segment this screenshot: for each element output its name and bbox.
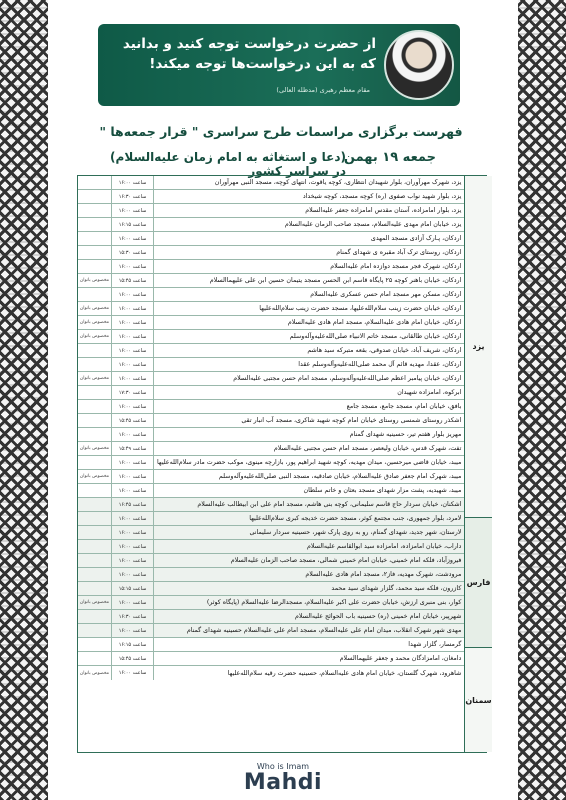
row-time: ساعت ۱۶:۰۰ bbox=[112, 316, 154, 329]
table-row bbox=[78, 190, 464, 204]
row-time: ساعت ۱۷:۳۰ bbox=[112, 386, 154, 399]
row-note: مخصوص بانوان bbox=[78, 666, 112, 680]
row-time: ساعت ۱۶:۰۰ bbox=[112, 400, 154, 413]
table-row bbox=[78, 176, 464, 190]
banner-quote-line2: که به این درخواست‌ها توجه میکند! bbox=[149, 56, 376, 72]
row-time: ساعت ۱۶:۰۰ bbox=[112, 624, 154, 637]
row-note bbox=[78, 400, 112, 413]
table-row bbox=[78, 260, 464, 274]
keffiyeh-border-left bbox=[0, 0, 48, 800]
table-row bbox=[78, 624, 464, 638]
row-note: مخصوص بانوان bbox=[78, 372, 112, 385]
schedule-table bbox=[77, 175, 492, 753]
row-location: لامرد، بلوار جمهوری، جنب مجتمع کوثر، مسجد حضرت خدیجه کبری سلام‌الله‌علیها bbox=[249, 515, 462, 522]
table-row bbox=[78, 232, 464, 246]
row-time: ساعت ۱۶:۰۰ bbox=[112, 512, 154, 525]
table-row bbox=[78, 610, 464, 624]
row-note bbox=[78, 358, 112, 371]
row-location: یزد، بلوار امامزاده، آستان مقدس امامزاده جعفر علیه‌السلام bbox=[305, 207, 462, 214]
table-row bbox=[78, 344, 464, 358]
row-time: ساعت ۱۶:۰۰ bbox=[112, 288, 154, 301]
row-location: اردکان، خیابان پیامبر اعظم صلی‌الله‌علیه‌وآله‌وسلم، مسجد امام حسن مجتبی علیه‌السلام bbox=[233, 375, 462, 382]
table-row bbox=[78, 218, 464, 232]
row-note: مخصوص بانوان bbox=[78, 274, 112, 287]
row-location: مرودشت، شهرک مهدیه، فاز۲، مسجد امام هادی علیه‌السلام bbox=[305, 571, 462, 578]
row-time: ساعت ۱۶:۰۰ bbox=[112, 526, 154, 539]
row-location: شاهرود، شهرک گلستان، خیابان امام هادی علیه‌السلام، حسینیه حضرت رقیه سلام‌الله‌علیها bbox=[227, 669, 462, 677]
row-note bbox=[78, 246, 112, 259]
row-time: ساعت ۱۶:۰۰ bbox=[112, 596, 154, 609]
row-location: گرمسار، گلزار شهدا bbox=[408, 641, 462, 648]
row-location: دامغان، امامزادگان محمد و جعفر علیهماالسلام bbox=[339, 655, 462, 662]
row-location: کوار، بنی منبری ارزش، خیابان حضرت علی اکبر علیه‌السلام، مسجدالرضا علیه‌السلام (پایگاه کوثر) bbox=[206, 599, 462, 606]
table-row bbox=[78, 316, 464, 330]
row-location: میبد، شهرک امام جعفر صادق علیه‌السلام، خیابان صادقیه، مسجد النبی صلی‌الله‌علیه‌وآله‌وسلم bbox=[218, 473, 462, 480]
row-time: ساعت ۱۶:۰۰ bbox=[112, 176, 154, 189]
footer-logo-small-text: Who is Imam bbox=[256, 762, 310, 771]
table-row bbox=[78, 484, 464, 498]
row-time: ساعت ۱۶:۰۰ bbox=[112, 554, 154, 567]
leader-portrait bbox=[384, 30, 454, 100]
row-time: ساعت ۱۶:۰۰ bbox=[112, 204, 154, 217]
table-row bbox=[78, 596, 464, 610]
row-time: ساعت ۱۶:۰۰ bbox=[112, 302, 154, 315]
page-title: فهرست برگزاری مراسمات طرح سراسری " قرار جمعه‌ها " bbox=[99, 124, 463, 139]
row-time: ساعت ۱۶:۰۰ bbox=[112, 456, 154, 469]
row-time: ساعت ۱۵:۳۰ bbox=[112, 246, 154, 259]
row-location: کازرون، فلکه سید محمد، گلزار شهدای سید محمد bbox=[331, 585, 462, 592]
row-time: ساعت ۱۶:۳۰ bbox=[112, 190, 154, 203]
row-note bbox=[78, 540, 112, 553]
table-row bbox=[78, 582, 464, 596]
table-row bbox=[78, 302, 464, 316]
row-location: یزد، بلوار شهید نواب صفوی (ره) کوچه مسجد، کوچه شیخداد bbox=[302, 193, 462, 200]
table-row bbox=[78, 638, 464, 652]
row-time: ساعت ۱۵:۴۵ bbox=[112, 414, 154, 427]
row-note bbox=[78, 218, 112, 231]
row-location: اردکان، خیابان حضرت زینب سلام‌الله‌علیها، مسجد حضرت زینب سلام‌الله‌علیها bbox=[259, 305, 462, 312]
row-note bbox=[78, 624, 112, 637]
row-location: شهرپیر، خیابان امام خمینی (ره) حسینیه باب الحوائج علیه‌السلام bbox=[294, 613, 462, 620]
row-note bbox=[78, 582, 112, 595]
row-time: ساعت ۱۵:۴۹ bbox=[112, 442, 154, 455]
province-column bbox=[464, 176, 491, 752]
row-time: ساعت ۱۵:۴۵ bbox=[112, 652, 154, 665]
row-note bbox=[78, 610, 112, 623]
table-row bbox=[78, 470, 464, 484]
row-note bbox=[78, 386, 112, 399]
row-note bbox=[78, 204, 112, 217]
row-time: ساعت ۱۶:۰۰ bbox=[112, 330, 154, 343]
row-location: اردکان، عقدا، مهدیه قائم آل محمد صلی‌الله‌علیه‌وآله‌وسلم عقدا bbox=[298, 361, 462, 368]
province-fars: فارس bbox=[465, 518, 491, 649]
row-location: اردکان، پـارک آزادی مسجد المهدی bbox=[370, 235, 462, 242]
row-note bbox=[78, 484, 112, 497]
footer-logo: Mahdi bbox=[243, 770, 323, 795]
banner-quote-line1: از حضرت درخواست توجه کنید و بدانید bbox=[122, 36, 376, 52]
row-note: مخصوص بانوان bbox=[78, 596, 112, 609]
row-location: اردکان، خیابان باهنر کوچه ۲۵ پایگاه قاسم ابن الحسن مسجد یتیمان حسین ابن علی علیهماالسلام bbox=[209, 277, 462, 284]
row-note bbox=[78, 260, 112, 273]
table-row bbox=[78, 204, 464, 218]
row-location: داراب، خیابان امامزاده، امامزاده سید ابوالقاسم علیه‌السلام bbox=[306, 543, 462, 550]
table-row bbox=[78, 372, 464, 386]
row-location: یزد، شهرک مهرآوران، بلوار شهیدان انتظاری، کوچه یاقوت، انتهای کوچه، مسجد النبی مهرآوران bbox=[214, 179, 462, 186]
row-location: لارستان، شهر جدید، شهدای گمنام، رو به روی پارک شهر، حسینیه سردار سلیمانی bbox=[249, 529, 462, 536]
row-location: تفت، شهرک قدس، خیابان ولیعصر، مسجد امام حسن مجتبی علیه‌السلام bbox=[273, 445, 462, 452]
row-note bbox=[78, 428, 112, 441]
row-location: میبد، خیابان قاضی میرحسین، میدان مهدیه، کوچه شهید ابراهیم پور، بازارچه مینوی، موکب حضرت مادر سلام‌الله‌علیها bbox=[157, 459, 462, 466]
row-location: اردکان، مسکن مهر مسجد امام حسن عسکری علیه‌السلام bbox=[310, 291, 462, 298]
row-note bbox=[78, 288, 112, 301]
row-time: ساعت ۱۵:۱۵ bbox=[112, 582, 154, 595]
row-time: ساعت ۱۶:۰۰ bbox=[112, 470, 154, 483]
row-location: اردکان، شریف آباد، خیابان صدوقی، بقعه متبرکه سید هاشم bbox=[307, 347, 462, 354]
row-location: بافق، خیابان امام، مسجد جامع، مسجد جامع bbox=[346, 403, 462, 410]
table-row bbox=[78, 526, 464, 540]
schedule-rows bbox=[78, 176, 464, 752]
row-location: اردکان، شهرک فجر مسجد دوازده امام علیه‌السلام bbox=[330, 263, 462, 270]
table-row bbox=[78, 414, 464, 428]
row-location: مهدی شهر شهرک انقلاب، میدان امام علی علیه‌السلام، مسجد امام علی علیه‌السلام حسینیه شهدای گمنام bbox=[186, 627, 462, 634]
row-note bbox=[78, 344, 112, 357]
row-location: فیروزآباد، فلکه امام خمینی، خیابان امام خمینی شمالی، مسجد صاحب الزمان علیه‌السلام bbox=[230, 557, 462, 564]
row-time: ساعت ۱۶:۰۰ bbox=[112, 428, 154, 441]
table-row bbox=[78, 246, 464, 260]
row-note bbox=[78, 414, 112, 427]
table-row bbox=[78, 666, 464, 680]
row-time: ساعت ۱۵:۴۵ bbox=[112, 274, 154, 287]
row-location: اردکان، خیابان امام هادی علیه‌السلام، مسجد امام هادی علیه‌السلام bbox=[287, 319, 462, 326]
row-note bbox=[78, 568, 112, 581]
table-row bbox=[78, 288, 464, 302]
table-row bbox=[78, 512, 464, 526]
table-row bbox=[78, 330, 464, 344]
row-note: مخصوص بانوان bbox=[78, 442, 112, 455]
row-time: ساعت ۱۶:۴۵ bbox=[112, 498, 154, 511]
row-time: ساعت ۱۶:۰۰ bbox=[112, 344, 154, 357]
table-row bbox=[78, 554, 464, 568]
table-row bbox=[78, 568, 464, 582]
row-time: ساعت ۱۶:۳۰ bbox=[112, 610, 154, 623]
row-time: ساعت ۱۶:۰۰ bbox=[112, 484, 154, 497]
table-row bbox=[78, 540, 464, 554]
row-location: یزد، خیابان امام مهدی علیه‌السلام، مسجد صاحب الزمان علیه‌السلام bbox=[284, 221, 462, 228]
row-location: اردکان، خیابان طالقانی، مسجد خاتم الانبیاء صلی‌الله‌علیه‌وآله‌وسلم bbox=[289, 333, 462, 340]
table-row bbox=[78, 456, 464, 470]
row-time: ساعت ۱۶:۰۰ bbox=[112, 358, 154, 371]
row-location: ابرکوه، امامزاده شهیدان bbox=[397, 389, 462, 396]
row-note: مخصوص بانوان bbox=[78, 302, 112, 315]
row-time: ساعت ۱۶:۱۵ bbox=[112, 638, 154, 651]
row-note bbox=[78, 456, 112, 469]
banner-attribution: مقام معظم رهبری (مدظله العالی) bbox=[276, 86, 370, 94]
row-note bbox=[78, 512, 112, 525]
row-note: مخصوص بانوان bbox=[78, 316, 112, 329]
row-note: مخصوص بانوان bbox=[78, 470, 112, 483]
row-note bbox=[78, 232, 112, 245]
row-note: مخصوص بانوان bbox=[78, 330, 112, 343]
row-time: ساعت ۱۶:۰۰ bbox=[112, 666, 154, 680]
row-time: ساعت ۱۶:۰۰ bbox=[112, 372, 154, 385]
row-note bbox=[78, 190, 112, 203]
row-time: ساعت ۱۶:۰۰ bbox=[112, 260, 154, 273]
event-date: جمعه ۱۹ بهمن bbox=[343, 150, 436, 165]
row-time: ساعت ۱۶:۰۰ bbox=[112, 540, 154, 553]
row-note bbox=[78, 554, 112, 567]
row-location: اشکنان، خیابان سردار حاج قاسم سلیمانی، کوچه بنی هاشم، مسجد امام علی ابن ابیطالب علیه‌السلام bbox=[197, 501, 462, 508]
table-row bbox=[78, 386, 464, 400]
table-row bbox=[78, 498, 464, 512]
table-row bbox=[78, 400, 464, 414]
row-location: اشکذر روستای شمسی روستای خیابان امام کوچه شهید شاکری، مسجد آب انبار تقی bbox=[241, 417, 462, 424]
province-semnan: سمنان bbox=[465, 648, 491, 752]
row-note bbox=[78, 526, 112, 539]
row-location: اردکان، روستای ترک آباد مقبره ی شهدای گمنام bbox=[336, 249, 462, 256]
quote-banner bbox=[98, 24, 460, 106]
row-time: ساعت ۱۶:۰۰ bbox=[112, 232, 154, 245]
table-row bbox=[78, 652, 464, 666]
row-note bbox=[78, 638, 112, 651]
row-time: ساعت ۱۶:۱۵ bbox=[112, 218, 154, 231]
province-yazd: یزد bbox=[465, 176, 491, 518]
row-location: میبد، شهیدیه، پشت مزار شهدای مسجد بعثان و خاتم سلطان bbox=[303, 487, 462, 494]
table-row bbox=[78, 274, 464, 288]
row-note bbox=[78, 498, 112, 511]
row-note bbox=[78, 176, 112, 189]
table-row bbox=[78, 442, 464, 456]
keffiyeh-border-right bbox=[518, 0, 566, 800]
page-subtitle: (دعا و استغاثه به امام زمان علیه‌السلام) در سراسر کشور bbox=[110, 150, 346, 178]
row-note bbox=[78, 652, 112, 665]
row-time: ساعت ۱۶:۰۰ bbox=[112, 568, 154, 581]
row-location: مهریز بلوار هفتم تیر، حسینیه شهدای گمنام bbox=[349, 431, 462, 438]
table-row bbox=[78, 358, 464, 372]
table-row bbox=[78, 428, 464, 442]
